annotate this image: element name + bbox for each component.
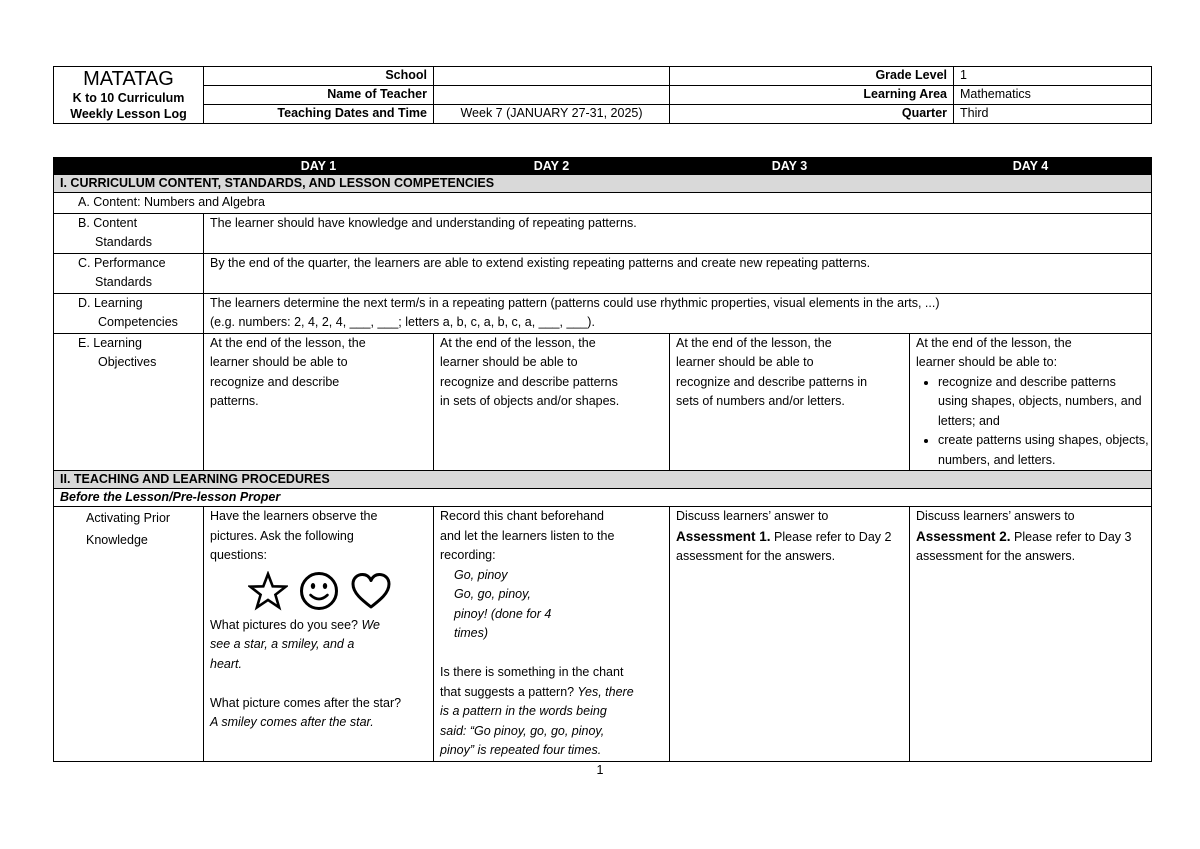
grade-value: 1 [954,67,1152,86]
day4-line3: assessment for the answers. [916,549,1076,563]
objectives-day4-list [916,373,1149,471]
day2-question-line2 [440,683,667,703]
activating-day4 [910,507,1152,762]
section1-title: I. CURRICULUM CONTENT, STANDARDS, AND LESSON COMPETENCIES [54,175,1152,193]
teacher-value [434,86,670,105]
day3-line1: Discuss learners’ answer to [676,509,829,523]
day1-q1 [210,616,431,636]
objectives-day4-bullet: • create patterns using shapes, objects, numbers, and letters. [938,431,1149,470]
activating-label [54,507,204,762]
brand-title: MATATAG [83,68,174,90]
lesson-table [53,157,1152,762]
day1-q1-text: What pictures do you see? [210,617,358,632]
objectives-day1-line: learner should be able to [210,355,348,369]
area-value: Mathematics [954,86,1152,105]
prelesson-title: Before the Lesson/Pre-lesson Proper [54,489,1152,507]
day1-intro-line: questions: [210,548,267,562]
day4-line1: Discuss learners’ answers to [916,509,1075,523]
picture-row [210,570,431,612]
school-label: School [204,67,434,86]
content-standards-label-a: B. Content [78,215,138,230]
brand-line2: Weekly Lesson Log [70,107,187,121]
star-icon [248,571,288,611]
objectives-day3-line: sets of numbers and/or letters. [676,394,845,408]
competencies-label [54,293,204,333]
day2-answer-line: pinoy” is repeated four times. [440,743,602,757]
chant-line: times) [454,626,489,640]
activating-row [54,507,1152,762]
day1-header: DAY 1 [204,158,434,175]
objectives-day4-intro: learner should be able to: [916,355,1058,369]
day2-intro-line: recording: [440,548,496,562]
chant-line: Go, go, pinoy, [454,587,531,601]
grade-label: Grade Level [670,67,954,86]
chant-line: pinoy! (done for 4 [454,606,552,621]
objectives-day2-line: At the end of the lesson, the [440,335,596,350]
performance-label-a: C. Performance [78,255,166,270]
objectives-label-a: E. Learning [78,335,142,350]
activating-label-a: Activating Prior [86,511,171,525]
content-standards-label [54,213,204,253]
objectives-day2-line: in sets of objects and/or shapes. [440,394,620,408]
content-row [54,193,1152,214]
competencies-text [204,293,1152,333]
objectives-day3 [670,333,910,471]
day-header-row [54,158,1152,175]
content-standards-text: The learner should have knowledge and understanding of repeating patterns. [204,213,1152,253]
day4-refer-text: Please refer to Day 3 [1010,529,1132,544]
section2-title: II. TEACHING AND LEARNING PROCEDURES [54,471,1152,489]
quarter-label: Quarter [670,105,954,124]
day3-header: DAY 3 [670,158,910,175]
performance-standards-label [54,253,204,293]
objectives-label [54,333,204,471]
day-header-blank [54,158,204,175]
activating-day2 [434,507,670,762]
area-label: Learning Area [670,86,954,105]
performance-label-b: Standards [95,275,152,289]
objectives-day4-bullet: • recognize and describe patterns using shapes, objects, numbers, and letters; and [938,373,1149,432]
dates-label: Teaching Dates and Time [204,105,434,124]
day4-assessment-ref: Assessment 2. [916,528,1011,544]
section2-row [54,471,1152,489]
teacher-label: Name of Teacher [204,86,434,105]
heart-icon [349,571,393,611]
section1-row [54,175,1152,193]
day1-a2: A smiley comes after the star. [210,715,374,729]
day3-line3: assessment for the answers. [676,549,836,563]
content-standards-label-b: Standards [95,235,152,249]
objectives-day1-line: At the end of the lesson, the [210,335,366,350]
day2-answer-lead: Yes, there [574,684,634,699]
brand-line1: K to 10 Curriculum [72,91,185,105]
chant-line: Go, pinoy [454,567,508,582]
day1-a1-part3: heart. [210,656,242,671]
header-table [53,66,1152,124]
brand-cell [54,67,204,124]
performance-standards-text: By the end of the quarter, the learners are able to extend existing repeating patterns and create new repeating patterns. [204,253,1152,293]
day1-intro-line: Have the learners observe the [210,509,378,523]
objectives-day3-line: recognize and describe patterns in [676,374,868,389]
school-value [434,67,670,86]
competencies-label-b: Competencies [98,315,178,329]
objectives-day2-line: learner should be able to [440,355,578,369]
day2-question-line: Is there is something in the chant [440,665,624,679]
activating-day1 [204,507,434,762]
day2-answer-line: said: “Go pinoy, go, go, pinoy, [440,723,605,738]
objectives-day1-line: recognize and describe [210,374,340,389]
day1-a1-part2: see a star, a smiley, and a [210,637,355,651]
objectives-row [54,333,1152,471]
quarter-value: Third [954,105,1152,124]
activating-day3 [670,507,910,762]
content-text: A. Content: Numbers and Algebra [54,193,1152,214]
smiley-icon [298,570,340,612]
day2-intro-line: Record this chant beforehand [440,509,604,523]
objectives-day2 [434,333,670,471]
day1-a1-part1: We [358,617,380,632]
prelesson-row [54,489,1152,507]
competencies-line2: (e.g. numbers: 2, 4, 2, 4, ___, ___; letters a, b, c, a, b, c, a, ___, ___). [210,315,595,329]
day1-intro-line: pictures. Ask the following [210,528,354,543]
objectives-day1-line: patterns. [210,394,259,408]
day2-header: DAY 2 [434,158,670,175]
competencies-row [54,293,1152,333]
objectives-day4-intro: At the end of the lesson, the [916,335,1072,350]
objectives-day2-line: recognize and describe patterns [440,374,618,389]
day2-answer-line: is a pattern in the words being [440,704,607,718]
competencies-line1: The learners determine the next term/s in a repeating pattern (patterns could use rhythmic properties, visual elements in the arts, ...) [210,295,940,310]
objectives-day1 [204,333,434,471]
day2-question-text: that suggests a pattern? [440,684,575,699]
objectives-day4 [910,333,1152,471]
objectives-day3-line: At the end of the lesson, the [676,335,832,350]
page-number: 1 [596,763,604,777]
objectives-label-b: Objectives [98,355,157,369]
day2-intro-line: and let the learners listen to the [440,528,615,543]
day4-line2 [916,527,1151,548]
day1-q2: What picture comes after the star? [210,695,402,710]
day4-header: DAY 4 [910,158,1152,175]
day3-assessment-ref: Assessment 1. [676,528,771,544]
day3-refer-text: Please refer to Day 2 [770,529,892,544]
day3-line2 [676,527,909,548]
objectives-day3-line: learner should be able to [676,355,814,369]
dates-value: Week 7 (JANUARY 27-31, 2025) [434,105,670,124]
activating-label-b: Knowledge [86,533,148,547]
performance-standards-row [54,253,1152,293]
competencies-label-a: D. Learning [78,295,143,310]
content-standards-row [54,213,1152,253]
